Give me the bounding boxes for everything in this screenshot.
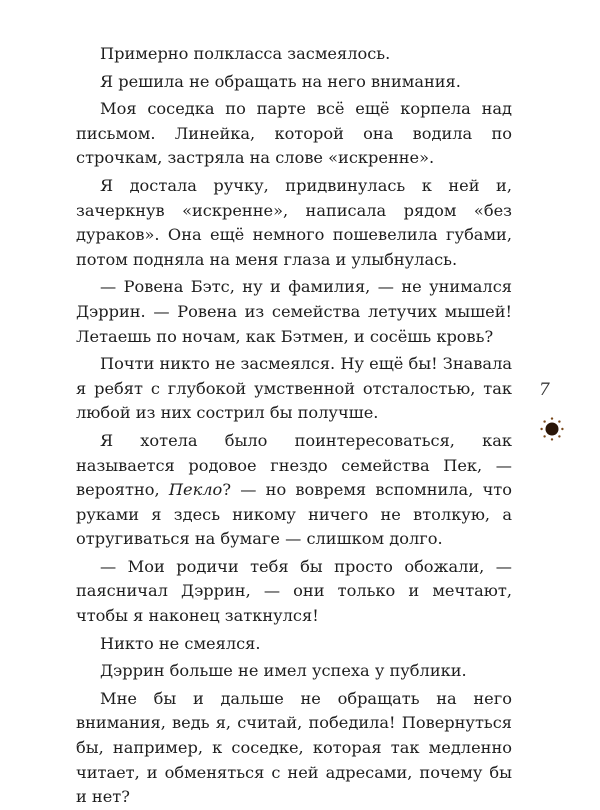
paragraph-7-italic-word: Пекло — [168, 480, 223, 500]
paragraph-11: Мне бы и дальше не обращать на него внимания, ведь я, считай, победила! Повернуться бы, например, к соседке, которая так медленно читает, и обменяться с ней адресами, почему бы и нет? — [76, 688, 512, 807]
paragraph-1: Примерно полкласса засмеялось. — [100, 44, 391, 63]
paragraph-5: — Ровена Бэтс, ну и фамилия, — не унимался Дэррин. — Ровена из семейства летучих мышей! Летаешь по ночам, как Бэтмен, и сосёшь кровь? — [76, 277, 512, 346]
paragraph-8: — Мои родичи тебя бы просто обожали, — паясничал Дэррин, — они только и мечтают, чтобы я наконец заткнулся! — [76, 556, 512, 626]
paragraph-2: Я решила не обращать на него внимания. — [100, 71, 461, 91]
paragraph-7-text-before: Я хотела было поинтересоваться, как называется родовое гнездо семейства Пек, — вероятно, — [76, 430, 512, 500]
paragraph-4: Я достала ручку, придвинулась к ней и, зачеркнув «искренне», написала рядом «без дураков». Она ещё немного пошевелила губами, потом подняла на меня глаза и улыбнулась. — [76, 175, 512, 269]
paragraph-9: Никто не смеялся. — [100, 633, 261, 653]
paragraph-6: Почти никто не засмеялся. Ну ещё бы! Знавала я ребят с глубокой умственной отсталостью, так любой из них сострил бы получше. — [76, 354, 512, 423]
page-number: 7 — [539, 380, 550, 400]
paragraph-10: Дэррин больше не имел успеха у публики. — [100, 661, 467, 681]
bug-dot-icon — [539, 416, 565, 442]
paragraph-7-text-after: ? — но вовремя вспомнила, что руками я здесь никому ничего не втолкую, а отругиваться на бумаге — слишком долго. — [76, 480, 512, 549]
paragraph-7 — [76, 429, 512, 552]
body-text — [76, 42, 512, 810]
paragraph-3: Моя соседка по парте всё ещё корпела над письмом. Линейка, которой она водила по строчкам, застряла на слове «искренне». — [76, 99, 512, 168]
ornament-body — [546, 423, 559, 436]
